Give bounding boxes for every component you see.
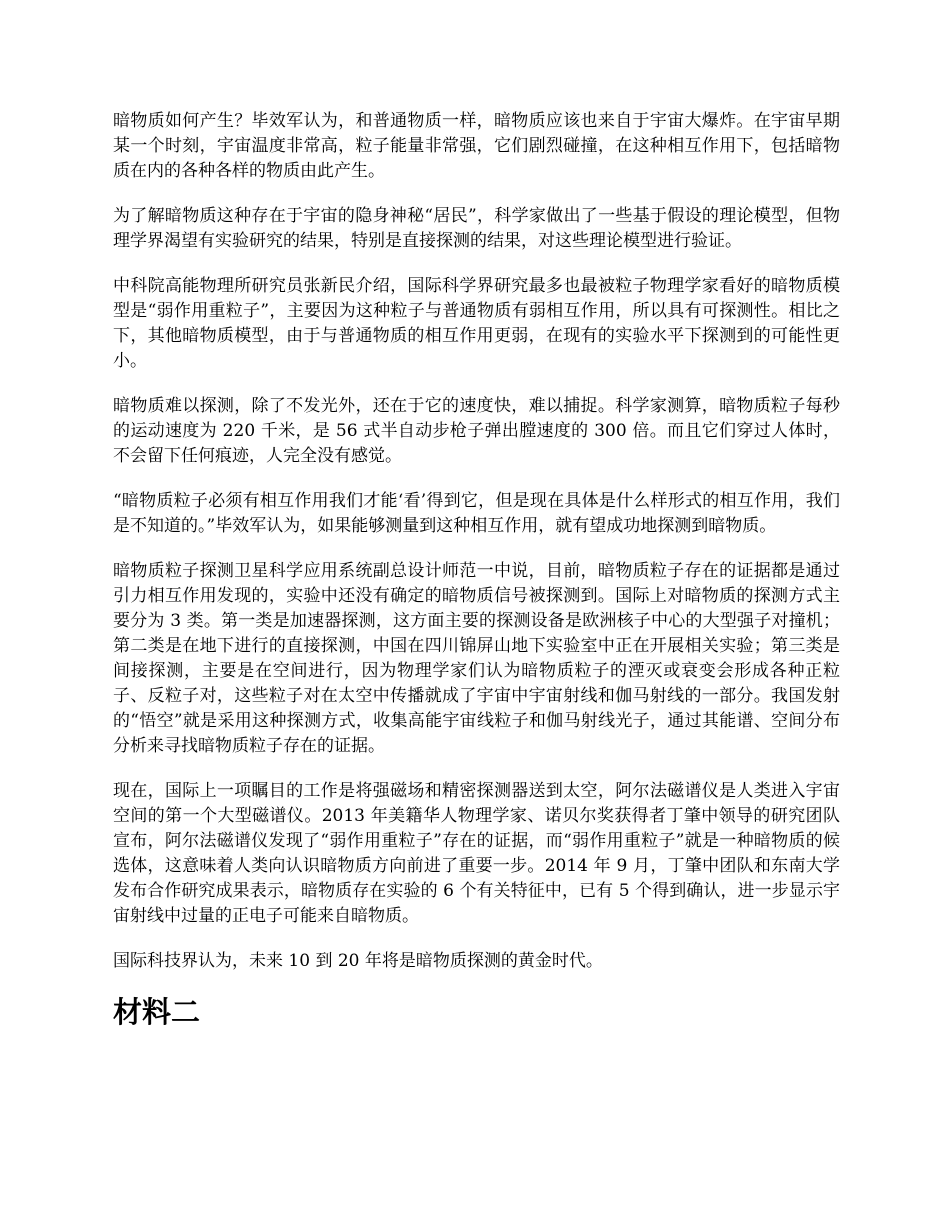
paragraph-golden-age: 国际科技界认为，未来 10 到 20 年将是暗物质探测的黄金时代。 [113, 951, 603, 971]
section-heading: 材料二 [113, 995, 201, 1029]
paragraph-theoretical-models: 为了解暗物质这种存在于宇宙的隐身神秘“居民”，科学家做出了一些基于假设的理论模型，但物理学界渴望有实验研究的结果，特别是直接探测的结果，对这些理论模型进行验证。 [113, 206, 840, 251]
paragraph-detection-difficulty: 暗物质难以探测，除了不发光外，还在于它的速度快，难以捕捉。科学家测算，暗物质粒子每秒的运动速度为 220 千米，是 56 式半自动步枪子弹出膛速度的 300 倍。而且它们穿过人体时，不会留下任何痕迹，人完全没有感觉。 [113, 396, 840, 466]
paragraph-alpha-magnetic-spectrometer: 现在，国际上一项瞩目的工作是将强磁场和精密探测器送到太空，阿尔法磁谱仪是人类进入宇宙空间的第一个大型磁谱仪。2013 年美籍华人物理学家、诺贝尔奖获得者丁肇中领导的研究团队宣布，阿尔法磁谱仪发现了“弱作用重粒子”存在的证据，而“弱作用重粒子”就是一种暗物质的候选体，这意味着人类向认识暗物质方向前进了重要一步。2014 年 9 月，丁肇中团队和东南大学发布合作研究成果表示，暗物质存在实验的 6 个有关特征中，已有 5 个得到确认，进一步显示宇宙射线中过量的正电子可能来自暗物质。 [113, 781, 840, 926]
paragraph-dark-matter-origin: 暗物质如何产生？毕效军认为，和普通物质一样，暗物质应该也来自于宇宙大爆炸。在宇宙早期某一个时刻，宇宙温度非常高，粒子能量非常强，它们剧烈碰撞，在这种相互作用下，包括暗物质在内的各种各样的物质由此产生。 [113, 111, 840, 181]
document-page [113, 109, 840, 1030]
paragraph-interaction-quote: “暗物质粒子必须有相互作用我们才能‘看’得到它，但是现在具体是什么样形式的相互作用，我们是不知道的。”毕效军认为，如果能够测量到这种相互作用，就有望成功地探测到暗物质。 [113, 491, 840, 536]
paragraph-wimp-model: 中科院高能物理所研究员张新民介绍，国际科学界研究最多也最被粒子物理学家看好的暗物质模型是“弱作用重粒子”，主要因为这种粒子与普通物质有弱相互作用，所以具有可探测性。相比之下，其他暗物质模型，由于与普通物质的相互作用更弱，在现有的实验水平下探测到的可能性更小。 [113, 276, 840, 371]
paragraph-detection-methods: 暗物质粒子探测卫星科学应用系统副总设计师范一中说，目前，暗物质粒子存在的证据都是通过引力相互作用发现的，实验中还没有确定的暗物质信号被探测到。国际上对暗物质的探测方式主要分为 3 类。第一类是加速器探测，这方面主要的探测设备是欧洲核子中心的大型强子对撞机；第二类是在地下进行的直接探测，中国在四川锦屏山地下实验室中正在开展相关实验；第三类是间接探测，主要是在空间进行，因为物理学家们认为暗物质粒子的湮灭或衰变会形成各种正粒子、反粒子对，这些粒子对在太空中传播就成了宇宙中宇宙射线和伽马射线的一部分。我国发射的“悟空”就是采用这种探测方式，收集高能宇宙线粒子和伽马射线光子，通过其能谱、空间分布分析来寻找暗物质粒子存在的证据。 [113, 561, 840, 756]
